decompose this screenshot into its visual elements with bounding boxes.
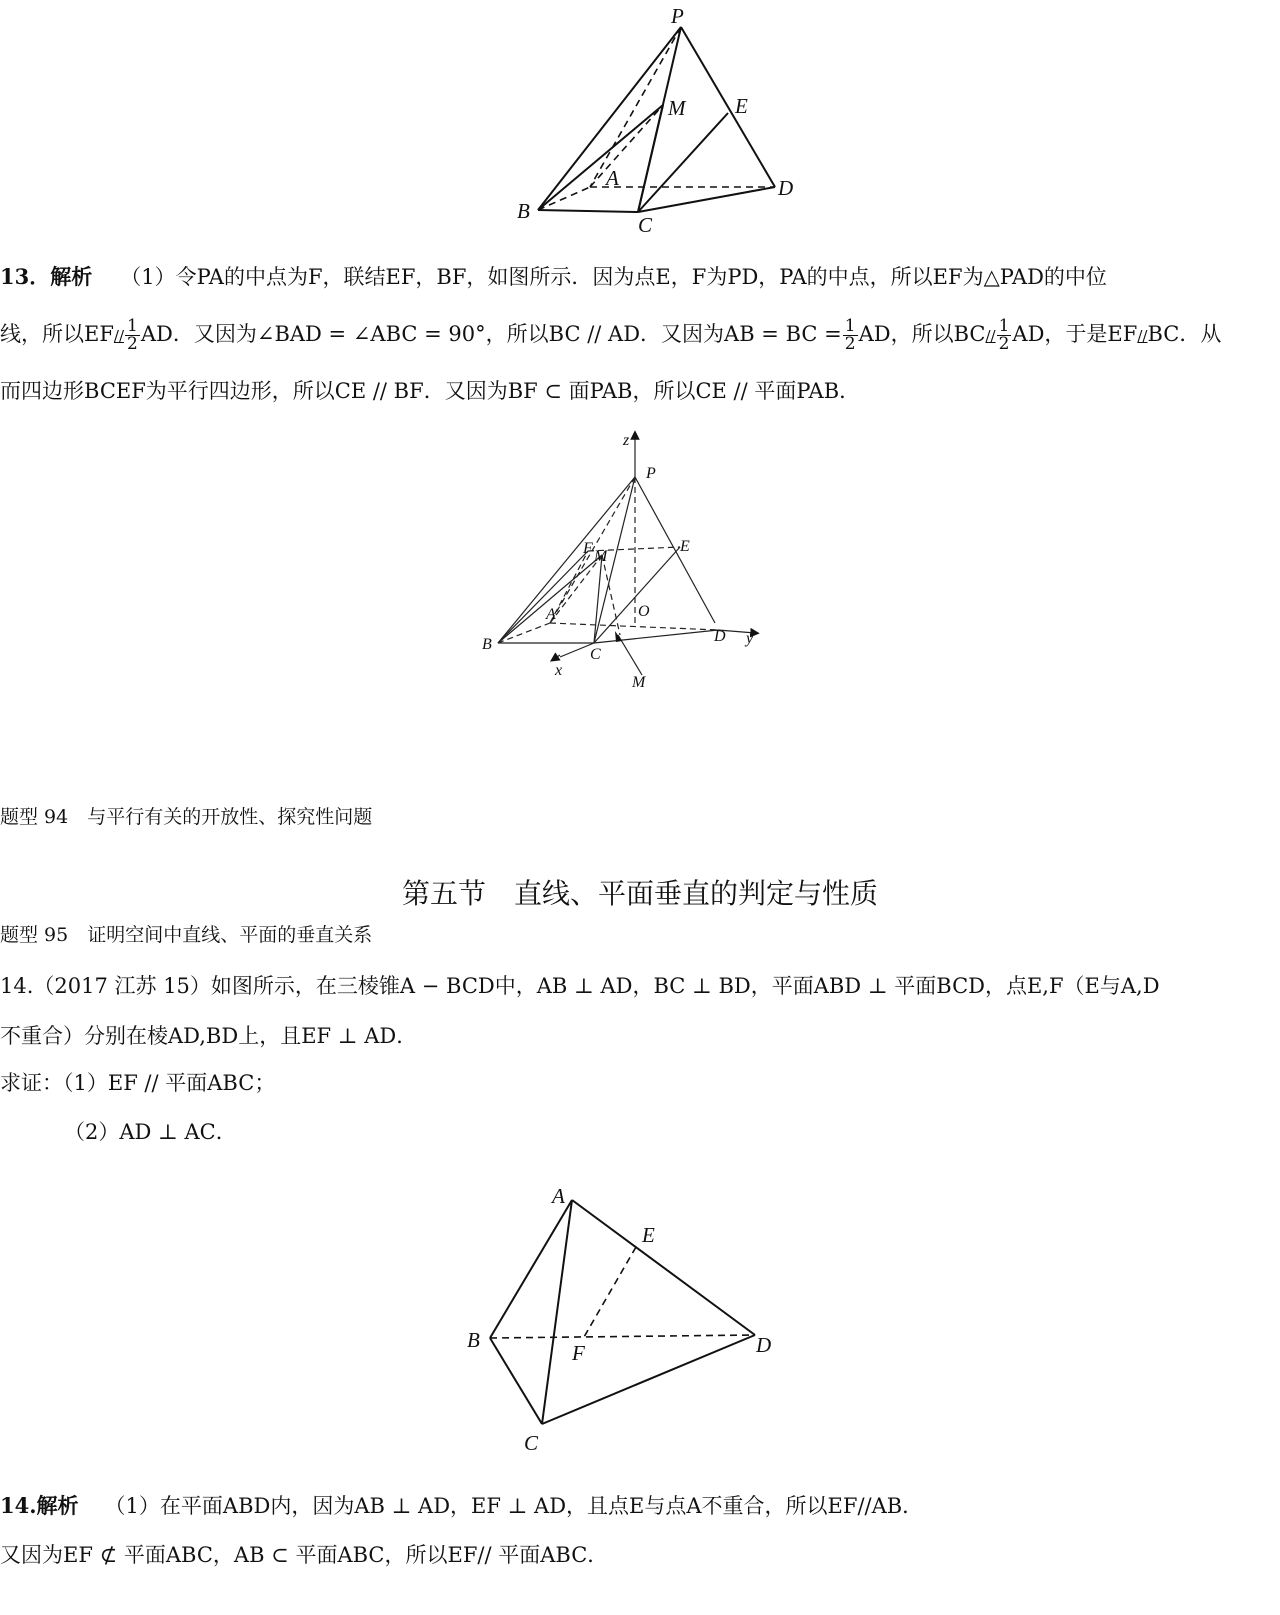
fig2-label-o: O <box>638 603 650 620</box>
sol13-text-2c: AD，所以BC <box>858 322 986 346</box>
fig1-label-a: A <box>606 166 619 190</box>
fig1-label-b: B <box>517 199 530 223</box>
analysis-label-13: 解析 <box>50 264 93 289</box>
fig2-label-y: y <box>746 630 754 647</box>
fig2-label-z: z <box>623 432 630 449</box>
fig2-label-a: A <box>546 606 556 623</box>
fig2-label-b: B <box>482 636 492 653</box>
fig3-label-c: C <box>524 1431 539 1455</box>
pyramid-figure-1 <box>500 5 820 240</box>
sol13-text-2a: 线，所以EF <box>0 322 114 346</box>
fig2-label-p: P <box>646 465 656 482</box>
problem-14-line-2: 不重合）分别在棱AD,BD上，且EF ⊥ AD． <box>0 1024 418 1048</box>
question-type-94: 题型 94 与平行有关的开放性、探究性问题 <box>0 806 373 828</box>
fig2-label-e: E <box>680 538 690 555</box>
fig3-label-b: B <box>467 1328 480 1352</box>
analysis-label-14: 14.解析 <box>0 1493 79 1518</box>
fig3-label-f: F <box>572 1341 585 1365</box>
fig3-label-d: D <box>756 1333 772 1357</box>
fig3-label-e: E <box>642 1223 655 1247</box>
sol13-text-2e: BC．从 <box>1147 322 1222 346</box>
fig1-label-m: M <box>668 96 686 120</box>
tetrahedron-figure-3 <box>460 1180 790 1460</box>
sol14-text-1: （1）在平面ABD内，因为AB ⊥ AD，EF ⊥ AD，且点E与点A不重合，所以EF//AB． <box>104 1494 924 1518</box>
sol13-line-1 <box>0 262 1270 292</box>
fraction-half-3: $\frac{1}{2}$ <box>998 316 1010 354</box>
fig2-label-d: D <box>714 628 726 645</box>
pyramid-coordinate-figure-2 <box>470 425 790 700</box>
sol13-line-2: 线，所以EF// $\frac{1}{2}$ AD．又因为∠BAD = ∠ABC = 90°，所以BC // AD．又因为AB = BC = $\frac{1}{2}$ AD，所以BC// $\frac{1}{2}$ AD，于是EF//BC．从 <box>0 316 1222 354</box>
fig1-label-c: C <box>638 213 653 237</box>
sol14-line-1 <box>0 1491 1270 1521</box>
question-type-95: 题型 95 证明空间中直线、平面的垂直关系 <box>0 924 373 946</box>
sol13-text-2b: AD．又因为∠BAD = ∠ABC = 90°，所以BC // AD．又因为AB = BC = <box>140 322 842 346</box>
fig2-label-c: C <box>590 646 601 663</box>
problem-14-line-1: 14.（2017 江苏 15）如图所示，在三棱锥A − BCD中，AB ⊥ AD，BC ⊥ BD，平面ABD ⊥ 平面BCD，点E,F（E与A,D <box>0 974 1160 998</box>
fig2-label-f: F <box>583 540 593 557</box>
fig2-label-m-lower: M <box>632 674 646 691</box>
sol13-text-2d: AD，于是EF <box>1012 322 1138 346</box>
fig3-label-a: A <box>552 1184 565 1208</box>
problem-14-line-3: 求证：（1）EF // 平面ABC； <box>0 1071 276 1095</box>
sol13-line-3: 而四边形BCEF为平行四边形，所以CE // BF．又因为BF ⊂ 面PAB，所以CE // 平面PAB． <box>0 379 861 403</box>
fraction-half-2: $\frac{1}{2}$ <box>844 316 856 354</box>
fig2-label-m: M <box>594 548 608 565</box>
sol14-line-2: 又因为EF ⊄ 平面ABC，AB ⊂ 平面ABC，所以EF// 平面ABC． <box>0 1543 609 1567</box>
fraction-half-1: $\frac{1}{2}$ <box>127 316 138 354</box>
fig1-label-e: E <box>735 94 748 118</box>
fig2-label-x: x <box>555 662 563 679</box>
fig1-label-d: D <box>778 176 794 200</box>
section-title: 第五节 直线、平面垂直的判定与性质 <box>401 877 878 910</box>
problem-number-13: 13． <box>0 264 51 289</box>
sol13-text-1: （1）令PA的中点为F，联结EF，BF，如图所示．因为点E，F为PD，PA的中点，所以EF为△PAD的中位 <box>120 265 1107 289</box>
parallel-equal-sign-1: // <box>113 327 125 345</box>
fig1-label-p: P <box>671 5 684 28</box>
problem-14-line-4: （2）AD ⊥ AC． <box>64 1120 237 1144</box>
